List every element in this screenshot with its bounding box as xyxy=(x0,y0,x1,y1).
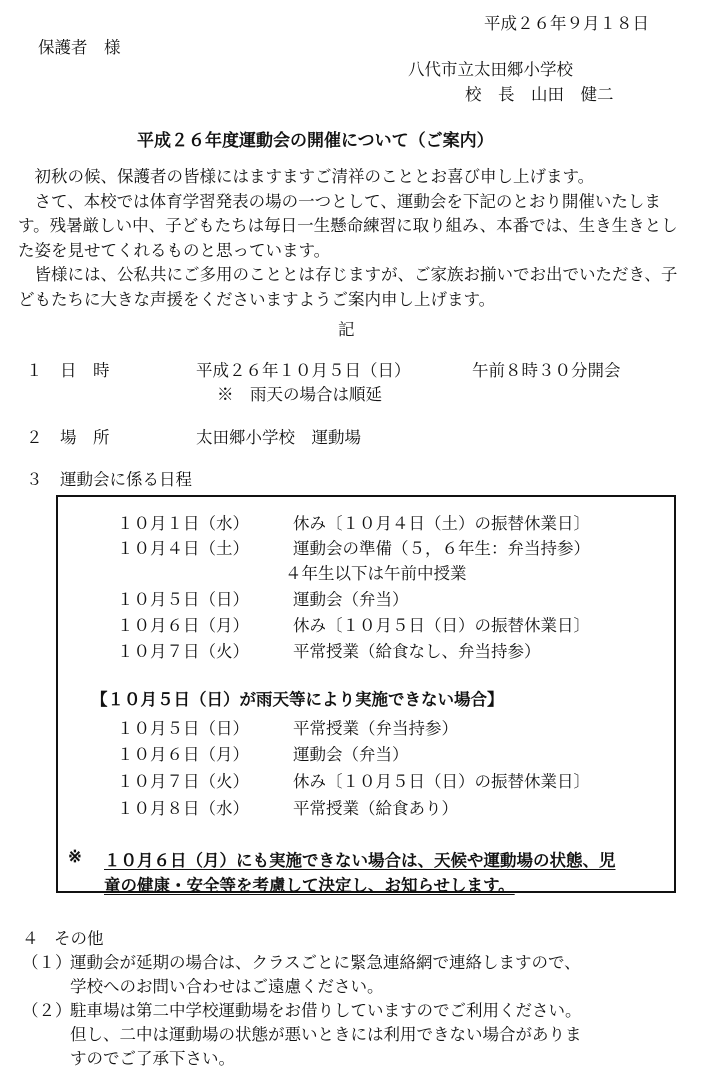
schedule-desc: 運動会の準備（５，６年生：弁当持参） xyxy=(293,539,590,558)
item2-label: 場 所 xyxy=(60,428,110,447)
rain-schedule-date: １０月７日（火） xyxy=(117,772,249,791)
addressee: 保護者 様 xyxy=(38,38,121,57)
schedule-desc: 休み〔１０月５日（日）の振替休業日〕 xyxy=(293,616,590,635)
rain-schedule-date: １０月８日（水） xyxy=(117,799,249,818)
rain-note: ※ 雨天の場合は順延 xyxy=(217,385,382,404)
rain-schedule-heading: 【１０月５日（日）が雨天等により実施できない場合】 xyxy=(91,690,504,709)
rain-schedule-desc: 平常授業（弁当持参） xyxy=(293,719,458,738)
schedule-desc: 平常授業（給食なし、弁当持参） xyxy=(293,642,541,661)
event-location: 太田郷小学校 運動場 xyxy=(196,428,361,447)
schedule-date: １０月５日（日） xyxy=(117,590,249,609)
other-item-number: （１） xyxy=(22,953,72,972)
item3-label: 運動会に係る日程 xyxy=(60,470,192,489)
item1-number: １ xyxy=(26,361,43,380)
document-title: 平成２６年度運動会の開催について（ご案内） xyxy=(137,131,494,151)
other-item-line: 学校へのお問い合わせはご遠慮ください。 xyxy=(70,977,384,996)
rain-schedule-desc: 運動会（弁当） xyxy=(293,745,409,764)
other-item-line: 但し、二中は運動場の状態が悪いときには利用できない場合がありま xyxy=(70,1025,582,1044)
other-item-line: 運動会が延期の場合は、クラスごとに緊急連絡網で連絡しますので、 xyxy=(70,953,581,972)
rain-schedule-date: １０月５日（日） xyxy=(117,719,249,738)
item1-label: 日 時 xyxy=(60,361,110,380)
item2-number: ２ xyxy=(26,428,43,447)
note-mark: ※ xyxy=(68,847,82,866)
schedule-desc: 運動会（弁当） xyxy=(293,590,409,609)
principal-name: 校 長 山田 健二 xyxy=(465,85,614,104)
other-item-line: 駐車場は第二中学校運動場をお借りしていますのでご利用ください。 xyxy=(70,1001,582,1020)
schedule-date: １０月１日（水） xyxy=(117,514,249,533)
school-name: 八代市立太田郷小学校 xyxy=(408,60,573,79)
rain-schedule-date: １０月６日（月） xyxy=(117,745,249,764)
schedule-date: １０月６日（月） xyxy=(117,616,249,635)
item3-number: ３ xyxy=(26,470,43,489)
rain-schedule-desc: 休み〔１０月５日（日）の振替休業日〕 xyxy=(293,772,590,791)
other-item-number: （２） xyxy=(22,1001,72,1020)
schedule-date: １０月７日（火） xyxy=(117,642,249,661)
item4-number: ４ xyxy=(22,929,39,948)
rain-schedule-desc: 平常授業（給食あり） xyxy=(293,799,458,818)
event-date: 平成２６年１０月５日（日） xyxy=(196,361,411,380)
event-time: 午前８時３０分開会 xyxy=(472,361,621,380)
issue-date: 平成２６年９月１８日 xyxy=(484,14,649,33)
intro-paragraph-2: さて、本校では体育学習発表の場の一つとして、運動会を下記のとおり開催いたします。残暑厳しい中、子どもたちは毎日一生懸命練習に取り組み、本番では、生き生きとした姿を見せてくれるものと思っています。 xyxy=(18,191,678,260)
schedule-desc: 休み〔１０月４日（土）の振替休業日〕 xyxy=(293,514,590,533)
ki-heading: 記 xyxy=(338,320,355,339)
intro-paragraph-3: 皆様には、公私共にご多用のこととは存じますが、ご家族お揃いでお出でいただき、子どもたちに大きな声援をくださいますようご案内申し上げます。 xyxy=(18,265,678,309)
intro-paragraph-1: 初秋の候、保護者の皆様にはますますご清祥のこととお喜び申し上げます。 xyxy=(34,167,595,186)
schedule-date: １０月４日（土） xyxy=(117,539,249,558)
schedule-desc: ４年生以下は午前中授業 xyxy=(285,564,467,583)
other-item-line: すのでご了承下さい。 xyxy=(70,1049,235,1068)
note-line-1: １０月６日（月）にも実施できない場合は、天候や運動場の状態、児 xyxy=(104,851,616,870)
note-line-2: 童の健康・安全等を考慮して決定し、お知らせします。 xyxy=(104,876,515,895)
intro-body xyxy=(18,165,682,313)
item4-label: その他 xyxy=(54,929,104,948)
